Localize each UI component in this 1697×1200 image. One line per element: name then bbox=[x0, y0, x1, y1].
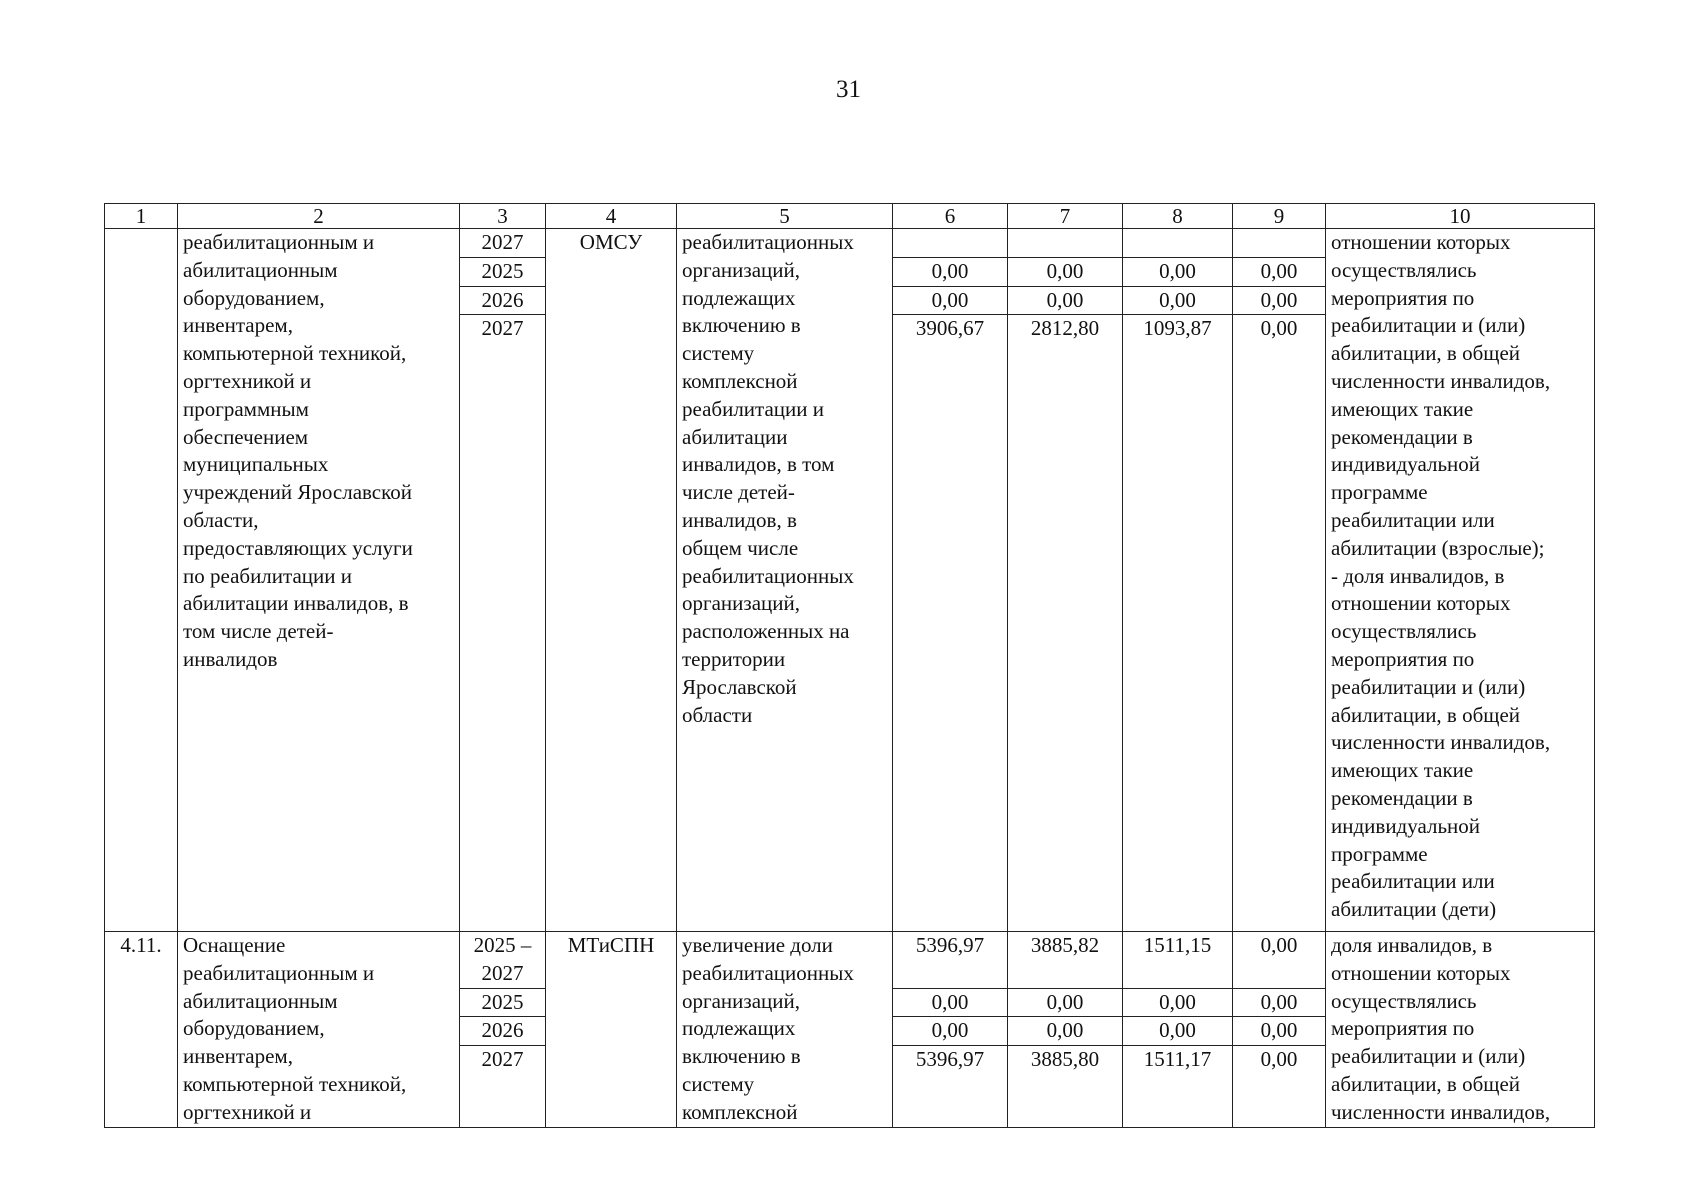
text-line: реабилитации или bbox=[1331, 869, 1495, 894]
amount-value bbox=[1008, 229, 1122, 257]
amount-total-cell bbox=[893, 229, 1008, 932]
text-line: реабилитационным и bbox=[183, 230, 375, 254]
item-number: 4.11. bbox=[105, 932, 178, 1128]
text-line: численности инвалидов, bbox=[1331, 730, 1551, 755]
amount-value: 1093,87 bbox=[1123, 315, 1232, 343]
text-line: осуществлялись bbox=[1331, 988, 1477, 1013]
text-line: абилитации, в общей bbox=[1331, 1071, 1521, 1096]
amount-value: 3906,67 bbox=[893, 315, 1007, 343]
executor: МТиСПН bbox=[546, 932, 677, 1128]
amount-value: 0,00 bbox=[1233, 257, 1325, 286]
text-line: реабилитации и (или) bbox=[1331, 313, 1526, 338]
text-line: расположенных на bbox=[682, 619, 850, 644]
text-line: реабилитационных bbox=[682, 563, 854, 588]
table-row bbox=[105, 229, 1595, 932]
amount-regional-cell bbox=[1123, 932, 1233, 1128]
year-value: 2026 bbox=[460, 1017, 545, 1046]
text-line: подлежащих bbox=[682, 1016, 796, 1041]
text-line: оргтехникой и bbox=[183, 1099, 312, 1124]
text-line: имеющих такие bbox=[1331, 758, 1474, 783]
text-line: абилитационным bbox=[183, 257, 338, 282]
text-line: подлежащих bbox=[682, 285, 796, 310]
text-line: рекомендации в bbox=[1331, 424, 1473, 449]
text-line: включению в bbox=[682, 313, 801, 338]
amount-value: 0,00 bbox=[893, 1017, 1007, 1046]
amount-value: 0,00 bbox=[1233, 286, 1325, 315]
amount-value: 0,00 bbox=[1233, 1017, 1325, 1046]
year-value: 2025 bbox=[460, 257, 545, 286]
column-number: 1 bbox=[105, 204, 178, 229]
column-number: 7 bbox=[1008, 204, 1123, 229]
text-line: увеличение доли bbox=[682, 933, 833, 957]
target-indicator bbox=[1326, 932, 1595, 1128]
text-line: осуществлялись bbox=[1331, 257, 1477, 282]
text-line: абилитации, в общей bbox=[1331, 702, 1521, 727]
text-line: области bbox=[682, 702, 753, 727]
text-line: реабилитации или bbox=[1331, 507, 1495, 532]
years-list bbox=[460, 932, 545, 1074]
text-line: систему bbox=[682, 1071, 755, 1096]
amount-value: 0,00 bbox=[1260, 933, 1298, 957]
amount-value: 0,00 bbox=[1233, 315, 1325, 343]
text-line: абилитации инвалидов, в bbox=[183, 591, 409, 616]
year-value: 2026 bbox=[460, 286, 545, 315]
column-number: 8 bbox=[1123, 204, 1233, 229]
amount-value: 0,00 bbox=[1008, 1017, 1122, 1046]
text-line: территории bbox=[682, 646, 786, 671]
text-line: мероприятия по bbox=[1331, 646, 1475, 671]
measure-name bbox=[178, 932, 460, 1128]
year-value: 2027 bbox=[460, 315, 545, 343]
column-number: 6 bbox=[893, 204, 1008, 229]
text-line: индивидуальной bbox=[1331, 813, 1480, 838]
text-line: имеющих такие bbox=[1331, 396, 1474, 421]
text-line: индивидуальной bbox=[1331, 452, 1480, 477]
column-number: 3 bbox=[460, 204, 546, 229]
item-number bbox=[105, 229, 178, 932]
amount-value: 0,00 bbox=[1008, 286, 1122, 315]
text-line: Оснащение bbox=[183, 933, 286, 957]
year-value: 2025 bbox=[460, 988, 545, 1017]
text-line: инвалидов, в том bbox=[682, 452, 835, 477]
text-line: реабилитационных bbox=[682, 960, 854, 985]
amount-other-cell bbox=[1233, 229, 1326, 932]
amount-value: 0,00 bbox=[1008, 257, 1122, 286]
text-line: компьютерной техникой, bbox=[183, 341, 407, 366]
text-line: оргтехникой и bbox=[183, 368, 312, 393]
column-number: 4 bbox=[546, 204, 677, 229]
target-indicator bbox=[1326, 229, 1595, 932]
year-value: 2027 bbox=[481, 230, 524, 254]
text-line: абилитации (взрослые); bbox=[1331, 535, 1545, 560]
amount-federal-cell bbox=[1008, 229, 1123, 932]
amount-value: 3885,80 bbox=[1008, 1046, 1122, 1074]
amount-value: 0,00 bbox=[1123, 988, 1232, 1017]
amount-value bbox=[1233, 229, 1325, 257]
text-line: Ярославской bbox=[682, 674, 797, 699]
expected-result bbox=[677, 932, 893, 1128]
amount-value: 0,00 bbox=[1008, 988, 1122, 1017]
text-line: инвалидов, в bbox=[682, 507, 797, 532]
text-line: организаций, bbox=[682, 988, 800, 1013]
text-line: инвалидов bbox=[183, 646, 278, 671]
amount-value: 0,00 bbox=[1233, 1046, 1325, 1074]
text-line: реабилитационным и bbox=[183, 960, 375, 985]
text-line: компьютерной техникой, bbox=[183, 1071, 407, 1096]
text-line: абилитационным bbox=[183, 988, 338, 1013]
years-cell bbox=[460, 229, 546, 932]
text-line: абилитации (дети) bbox=[1331, 897, 1497, 922]
amount-value bbox=[1123, 229, 1232, 257]
text-line: по реабилитации и bbox=[183, 563, 352, 588]
measure-name bbox=[178, 229, 460, 932]
amount-value: 1511,17 bbox=[1123, 1046, 1232, 1074]
text-line: численности инвалидов, bbox=[1331, 1099, 1551, 1124]
text-line: реабилитации и (или) bbox=[1331, 1044, 1526, 1069]
text-line: комплексной bbox=[682, 1099, 798, 1124]
amount-value: 0,00 bbox=[1123, 286, 1232, 315]
text-line: доля инвалидов, в bbox=[1331, 933, 1493, 957]
column-number: 5 bbox=[677, 204, 893, 229]
text-line: обеспечением bbox=[183, 424, 309, 449]
amount-total-cell bbox=[893, 932, 1008, 1128]
column-number: 2 bbox=[178, 204, 460, 229]
text-line: организаций, bbox=[682, 591, 800, 616]
executor: ОМСУ bbox=[546, 229, 677, 932]
text-line: оборудованием, bbox=[183, 1016, 325, 1041]
text-line: инвентарем, bbox=[183, 313, 293, 338]
table-row bbox=[105, 932, 1595, 1128]
text-line: включению в bbox=[682, 1044, 801, 1069]
text-line: абилитации, в общей bbox=[1331, 341, 1521, 366]
amount-value: 0,00 bbox=[893, 286, 1007, 315]
amount-value: 0,00 bbox=[1123, 1017, 1232, 1046]
amount-federal-cell bbox=[1008, 932, 1123, 1128]
year-value: 2025 – 2027 bbox=[473, 933, 532, 985]
text-line: мероприятия по bbox=[1331, 1016, 1475, 1041]
amount-value: 2812,80 bbox=[1008, 315, 1122, 343]
years-list bbox=[460, 229, 545, 343]
text-line: оборудованием, bbox=[183, 285, 325, 310]
text-line: реабилитации и bbox=[682, 396, 824, 421]
year-value: 2027 bbox=[460, 1046, 545, 1074]
text-line: реабилитации и (или) bbox=[1331, 674, 1526, 699]
amount-other-cell bbox=[1233, 932, 1326, 1128]
text-line: общем числе bbox=[682, 535, 799, 560]
text-line: организаций, bbox=[682, 257, 800, 282]
amount-value: 0,00 bbox=[893, 988, 1007, 1017]
page-number: 31 bbox=[836, 76, 861, 103]
text-line: отношении которых bbox=[1331, 591, 1511, 616]
amount-value bbox=[893, 229, 1007, 257]
text-line: мероприятия по bbox=[1331, 285, 1475, 310]
text-line: комплексной bbox=[682, 368, 798, 393]
text-line: систему bbox=[682, 341, 755, 366]
amount-value: 3885,82 bbox=[1030, 933, 1100, 957]
column-number-row bbox=[105, 204, 1595, 229]
amount-value: 1511,15 bbox=[1143, 933, 1212, 957]
amount-value: 5396,97 bbox=[915, 933, 985, 957]
text-line: учреждений Ярославской bbox=[183, 480, 413, 505]
amount-regional-cell bbox=[1123, 229, 1233, 932]
text-line: абилитации bbox=[682, 424, 788, 449]
text-line: программе bbox=[1331, 480, 1428, 505]
text-line: реабилитационных bbox=[682, 230, 854, 254]
text-line: области, bbox=[183, 507, 259, 532]
text-line: осуществлялись bbox=[1331, 619, 1477, 644]
text-line: предоставляющих услуги bbox=[183, 535, 413, 560]
text-line: том числе детей- bbox=[183, 619, 334, 644]
amount-value: 0,00 bbox=[1233, 988, 1325, 1017]
amount-value: 5396,97 bbox=[893, 1046, 1007, 1074]
text-line: рекомендации в bbox=[1331, 785, 1473, 810]
text-line: отношении которых bbox=[1331, 960, 1511, 985]
text-line: численности инвалидов, bbox=[1331, 368, 1551, 393]
text-line: числе детей- bbox=[682, 480, 795, 505]
amount-value: 0,00 bbox=[1123, 257, 1232, 286]
text-line: отношении которых bbox=[1331, 230, 1511, 254]
text-line: программным bbox=[183, 396, 309, 421]
column-number: 10 bbox=[1326, 204, 1595, 229]
years-cell bbox=[460, 932, 546, 1128]
program-table bbox=[104, 203, 1595, 1128]
text-line: инвентарем, bbox=[183, 1044, 293, 1069]
text-line: муниципальных bbox=[183, 452, 329, 477]
column-number: 9 bbox=[1233, 204, 1326, 229]
expected-result bbox=[677, 229, 893, 932]
text-line: - доля инвалидов, в bbox=[1331, 563, 1505, 588]
amount-value: 0,00 bbox=[893, 257, 1007, 286]
text-line: программе bbox=[1331, 841, 1428, 866]
